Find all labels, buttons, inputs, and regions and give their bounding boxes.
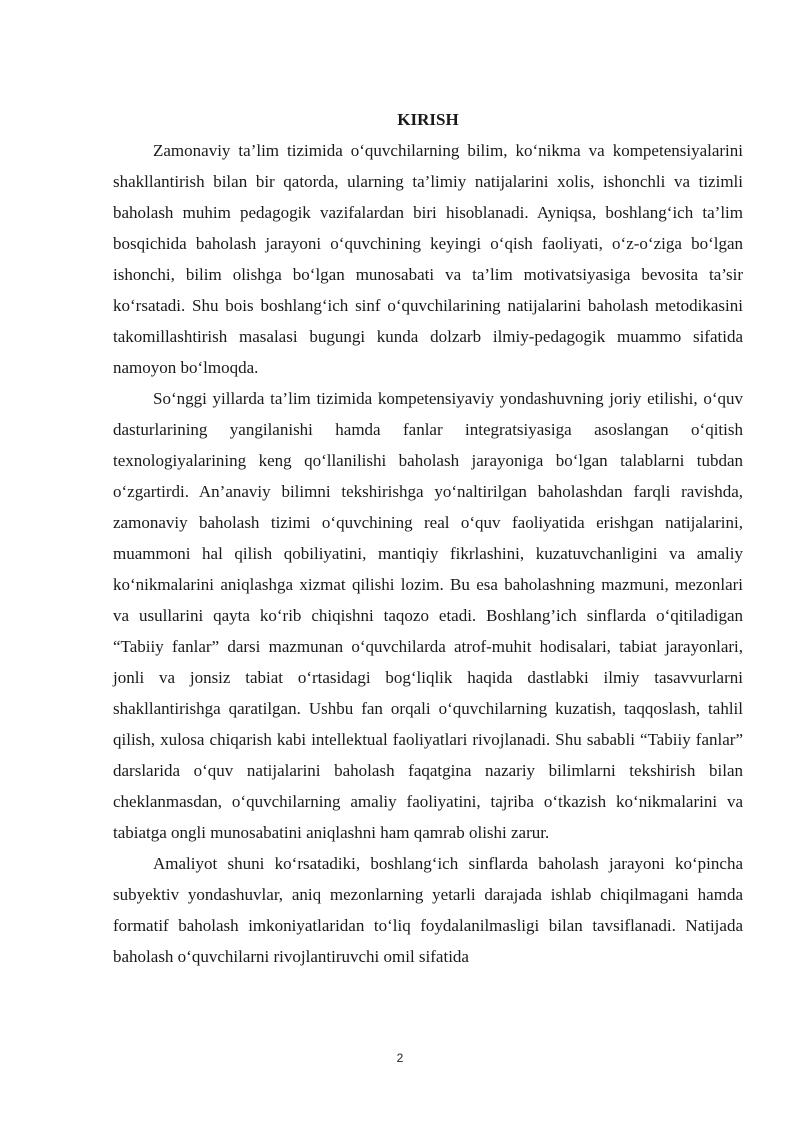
paragraph-3: Amaliyot shuni ko‘rsatadiki, boshlang‘ich sinflarda baholash jarayoni ko‘pincha subyektiv yondashuvlar, aniq mezonlarning yetarli darajada ishlab chiqilmagani hamda formatif baholash imkoniyatlaridan to‘liq foydalanilmasligi bilan tavsiflanadi. Natijada baholash o‘quvchilarni rivojlantiruvchi omil sifatida bbox=[113, 854, 743, 966]
paragraph-1: Zamonaviy ta’lim tizimida o‘quvchilarning bilim, ko‘nikma va kompetensiyalarini shakllantirish bilan bir qatorda, ularning ta’limiy natijalarini xolis, ishonchli va tizimli baholash muhim pedagogik vazifalardan biri hisoblanadi. Ayniqsa, boshlang‘ich ta’lim bosqichida baholash jarayoni o‘quvchining keyingi o‘qish faoliyati, o‘z-o‘ziga bo‘lgan ishonchi, bilim olishga bo‘lgan munosabati va ta’lim motivatsiyasiga bevosita ta’sir ko‘rsatadi. Shu bois boshlang‘ich sinf o‘quvchilarining natijalarini baholash metodikasini takomillashtirish masalasi bugungi kunda dolzarb ilmiy-pedagogik muammo sifatida namoyon bo‘lmoqda. bbox=[113, 141, 743, 377]
document-body bbox=[113, 105, 743, 972]
paragraph-2: So‘nggi yillarda ta’lim tizimida kompetensiyaviy yondashuvning joriy etilishi, o‘quv dasturlarining yangilanishi hamda fanlar integratsiyasiga asoslangan o‘qitish texnologiyalarining keng qo‘llanilishi baholash jarayoniga bo‘lgan talablarni tubdan o‘zgartirdi. An’anaviy bilimni tekshirishga yo‘naltirilgan baholashdan farqli ravishda, zamonaviy baholash tizimi o‘quvchining real o‘quv faoliyatida erishgan natijalarini, muammoni hal qilish qobiliyatini, mantiqiy fikrlashini, kuzatuvchanligini va amaliy ko‘nikmalarini aniqlashga xizmat qilishi lozim. Bu esa baholashning mazmuni, mezonlari va usullarini qayta ko‘rib chiqishni taqozo etadi. Boshlang’ich sinflarda o‘qitiladigan “Tabiiy fanlar” darsi mazmunan o‘quvchilarda atrof-muhit hodisalari, tabiat jarayonlari, jonli va jonsiz tabiat o‘rtasidagi bog‘liqlik haqida dastlabki ilmiy tasavvurlarni shakllantirishga qaratilgan. Ushbu fan orqali o‘quvchilarning kuzatish, taqqoslash, tahlil qilish, xulosa chiqarish kabi intellektual faoliyatlari rivojlanadi. Shu sababli “Tabiiy fanlar” darslarida o‘quv natijalarini baholash faqatgina nazariy bilimlarni tekshirish bilan cheklanmasdan, o‘quvchilarning amaliy faoliyatini, tajriba o‘tkazish ko‘nikmalarini va tabiatga ongli munosabatini aniqlashni ham qamrab olishi zarur. bbox=[113, 389, 743, 842]
page-number: 2 bbox=[396, 1051, 404, 1065]
section-heading: KIRISH bbox=[397, 110, 459, 129]
